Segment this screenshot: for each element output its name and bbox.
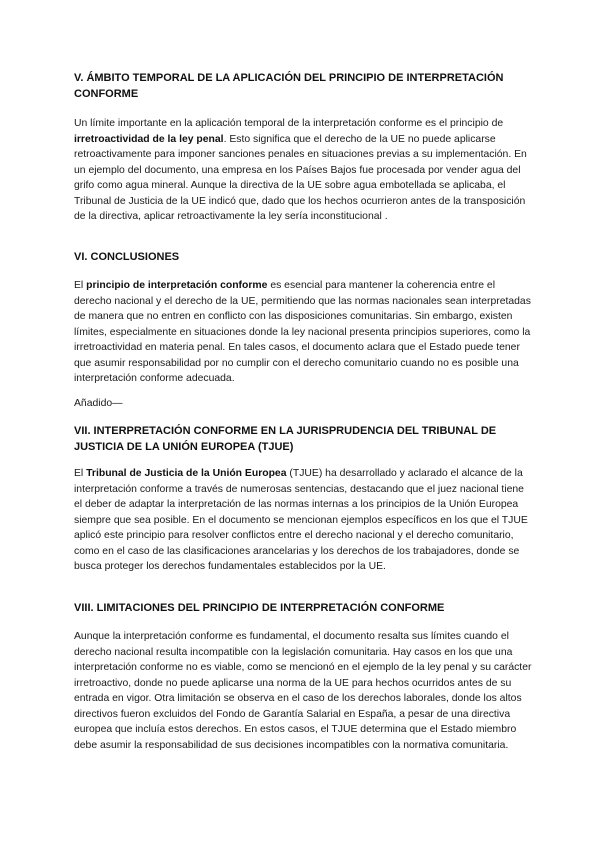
section-5-paragraph bbox=[74, 116, 534, 225]
section-5-text-start: Un límite importante en la aplicación temporal de la interpretación conforme es el principio de bbox=[74, 118, 504, 129]
section-6-paragraph bbox=[74, 278, 534, 387]
section-7-text-end: (TJUE) ha desarrollado y aclarado el alcance de la interpretación conforme a través de numerosas sentencias, destacando que el juez nacional tiene el deber de adaptar la interpretación de las normas internas a los principios de la Unión Europea siempre que sea posible. En el documento se mencionan ejemplos específicos en los que el TJUE aplicó este principio para resolver conflictos entre el derecho nacional y el derecho comunitario, como en el caso de las clasificaciones arancelarias y los derechos de los trabajadores, donde se busca proteger los derechos fundamentales establecidos por la UE. bbox=[74, 468, 528, 572]
section-7-bold-term: Tribunal de Justicia de la Unión Europea bbox=[86, 468, 287, 479]
section-7-paragraph bbox=[74, 466, 534, 575]
section-6-text-start: El bbox=[74, 280, 87, 291]
section-8-paragraph: Aunque la interpretación conforme es fundamental, el documento resalta sus límites cuando el derecho nacional resulta incompatible con la legislación comunitaria. Hay casos en los que una interpretación conforme no es viable, como se mencionó en el ejemplo de la ley penal y su carácter irretroactivo, donde no puede aplicarse una norma de la UE para hechos ocurridos antes de su entrada en vigor. Otra limitación se observa en el caso de los derechos laborales, donde los altos directivos fueron excluidos del Fondo de Garantía Salarial en España, a pesar de una directiva europea que incluía estos derechos. En estos casos, el TJUE determina que el Estado miembro debe asumir la responsabilidad de sus decisiones incompatibles con la normativa comunitaria. bbox=[74, 631, 532, 751]
section-6-text-end: es esencial para mantener la coherencia entre el derecho nacional y el derecho de la UE, permitiendo que las normas nacionales sean interpretadas de manera que no entren en conflicto con las disposiciones comunitarias. Sin embargo, existen límites, especialmente en situaciones donde la ley nacional presenta principios superiores, como la irretroactividad en materia penal. En tales casos, el documento aclara que el Estado puede tener que asumir responsabilidad por no cumplir con el derecho comunitario cuando no es posible una interpretación conforme adecuada. bbox=[74, 280, 531, 384]
section-5-bold-term: irretroactividad de la ley penal bbox=[74, 133, 224, 145]
section-8-heading: VIII. LIMITACIONES DEL PRINCIPIO DE INTERPRETACIÓN CONFORME bbox=[74, 602, 445, 614]
section-5-text-end: . Esto significa que el derecho de la UE no puede aplicarse retroactivamente para imponer sanciones penales en situaciones previas a su implementación. En un ejemplo del documento, una empresa en los Países Bajos fue procesada por vender agua del grifo como agua mineral. Aunque la directiva de la UE sobre agua embotellada se aplicaba, el Tribunal de Justicia de la UE indicó que, dado que los hechos ocurrieron antes de la transposición de la directiva, aplicar retroactivamente la ley sería inconstitucional . bbox=[74, 133, 527, 222]
section-6-bold-term: principio de interpretación conforme bbox=[86, 280, 268, 291]
section-7-heading: VII. INTERPRETACIÓN CONFORME EN LA JURISPRUDENCIA DEL TRIBUNAL DE JUSTICIA DE LA UNIÓN EUROPEA (TJUE) bbox=[74, 425, 497, 453]
section-5-heading: V. ÁMBITO TEMPORAL DE LA APLICACIÓN DEL PRINCIPIO DE INTERPRETACIÓN CONFORME bbox=[74, 72, 504, 100]
section-7-text-start: El bbox=[74, 468, 87, 479]
added-note: Añadido— bbox=[74, 398, 123, 409]
section-6-heading: VI. CONCLUSIONES bbox=[74, 251, 180, 263]
